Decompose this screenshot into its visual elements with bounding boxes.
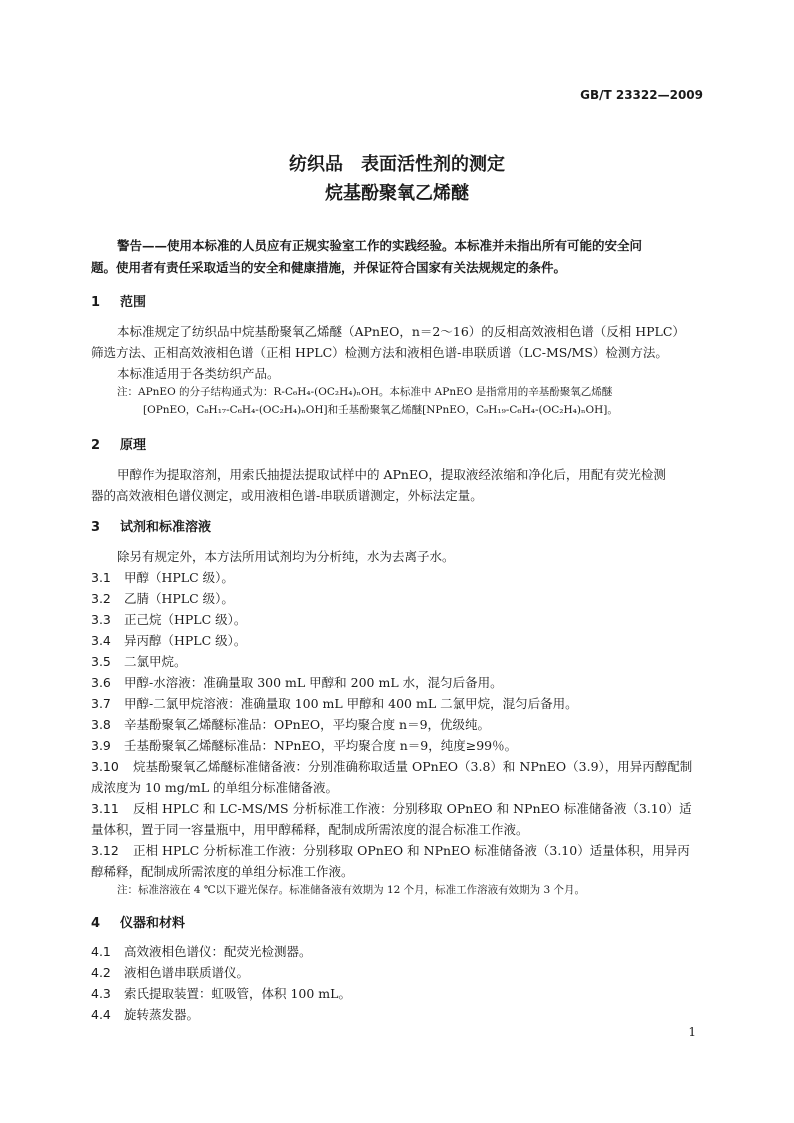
item-3-10-line-1: 3.10 烷基酚聚氧乙烯醚标准储备液：分别准确称取适量 OPnEO（3.8）和 NPnEO（3.9），用异丙醇配制 [91, 759, 693, 774]
warning-line-1: 警告——使用本标准的人员应有正规实验室工作的实践经验。本标准并未指出所有可能的安全问 [117, 238, 643, 253]
list-item: 3.6 甲醇-水溶液：准确量取 300 mL 甲醇和 200 mL 水，混匀后备用。 [91, 675, 503, 690]
section-1-heading: 1 范围 [91, 295, 147, 310]
section-1-paragraph-line-1: 本标准规定了纺织品中烷基酚聚氧乙烯醚（APnEO，n＝2～16）的反相高效液相色谱（反相 HPLC） [117, 324, 685, 339]
list-item: 3.4 异丙醇（HPLC 级）。 [91, 633, 247, 648]
page-number: 1 [688, 1025, 696, 1039]
section-1-paragraph-line-2: 筛选方法、正相高效液相色谱（正相 HPLC）检测方法和液相色谱-串联质谱（LC-MS/MS）检测方法。 [91, 345, 668, 360]
list-item: 3.5 二氯甲烷。 [91, 654, 187, 669]
item-3-10-line-2: 成浓度为 10 mg/mL 的单组分标准储备液。 [91, 780, 339, 795]
item-3-11-line-2: 量体积，置于同一容量瓶中，用甲醇稀释，配制成所需浓度的混合标准工作液。 [91, 822, 529, 837]
section-3-note: 注：标准溶液在 4 ℃以下避光保存。标准储备液有效期为 12 个月，标准工作溶液有效期为 3 个月。 [117, 884, 585, 896]
list-item: 4.4 旋转蒸发器。 [91, 1007, 200, 1022]
section-2-heading: 2 原理 [91, 438, 147, 453]
item-3-11-line-1: 3.11 反相 HPLC 和 LC-MS/MS 分析标准工作液：分别移取 OPnEO 和 NPnEO 标准储备液（3.10）适 [91, 801, 692, 816]
section-1-note-line-1: 注：APnEO 的分子结构通式为：R-C₆H₄-(OC₂H₄)ₙOH。本标准中 APnEO 是指常用的辛基酚聚氧乙烯醚 [117, 386, 613, 398]
section-1-note-line-2: [OPnEO，C₈H₁₇-C₆H₄-(OC₂H₄)ₙOH]和壬基酚聚氧乙烯醚[NPnEO，C₉H₁₉-C₆H₄-(OC₂H₄)ₙOH]。 [143, 404, 618, 416]
list-item: 4.3 索氏提取装置：虹吸管，体积 100 mL。 [91, 986, 351, 1001]
document-title: 纺织品 表面活性剂的测定 [289, 154, 505, 175]
list-item: 3.7 甲醇-二氯甲烷溶液：准确量取 100 mL 甲醇和 400 mL 二氯甲烷，混匀后备用。 [91, 696, 578, 711]
item-3-12-line-1: 3.12 正相 HPLC 分析标准工作液：分别移取 OPnEO 和 NPnEO 标准储备液（3.10）适量体积，用异丙 [91, 843, 690, 858]
section-2-paragraph-line-2: 器的高效液相色谱仪测定，或用液相色谱-串联质谱测定，外标法定量。 [91, 488, 483, 503]
list-item: 4.2 液相色谱串联质谱仪。 [91, 965, 250, 980]
item-3-12-line-2: 醇稀释，配制成所需浓度的单组分标准工作液。 [91, 864, 354, 879]
standard-number: GB/T 23322—2009 [580, 88, 703, 102]
document-subtitle: 烷基酚聚氧乙烯醚 [325, 183, 469, 204]
warning-line-2: 题。使用者有责任采取适当的安全和健康措施，并保证符合国家有关法规规定的条件。 [91, 260, 567, 275]
list-item: 3.3 正己烷（HPLC 级）。 [91, 612, 247, 627]
section-3-heading: 3 试剂和标准溶液 [91, 520, 212, 535]
section-1-scope: 本标准适用于各类纺织产品。 [117, 366, 280, 381]
list-item: 3.1 甲醇（HPLC 级）。 [91, 570, 234, 585]
list-item: 4.1 高效液相色谱仪：配荧光检测器。 [91, 944, 312, 959]
section-3-intro: 除另有规定外，本方法所用试剂均为分析纯，水为去离子水。 [117, 549, 455, 564]
section-2-paragraph-line-1: 甲醇作为提取溶剂，用索氏抽提法提取试样中的 APnEO，提取液经浓缩和净化后，用配有荧光检测 [117, 467, 666, 482]
list-item: 3.8 辛基酚聚氧乙烯醚标准品：OPnEO，平均聚合度 n＝9，优级纯。 [91, 717, 491, 732]
list-item: 3.9 壬基酚聚氧乙烯醚标准品：NPnEO，平均聚合度 n＝9，纯度≥99％。 [91, 738, 518, 753]
section-4-heading: 4 仪器和材料 [91, 916, 186, 931]
list-item: 3.2 乙腈（HPLC 级）。 [91, 591, 234, 606]
